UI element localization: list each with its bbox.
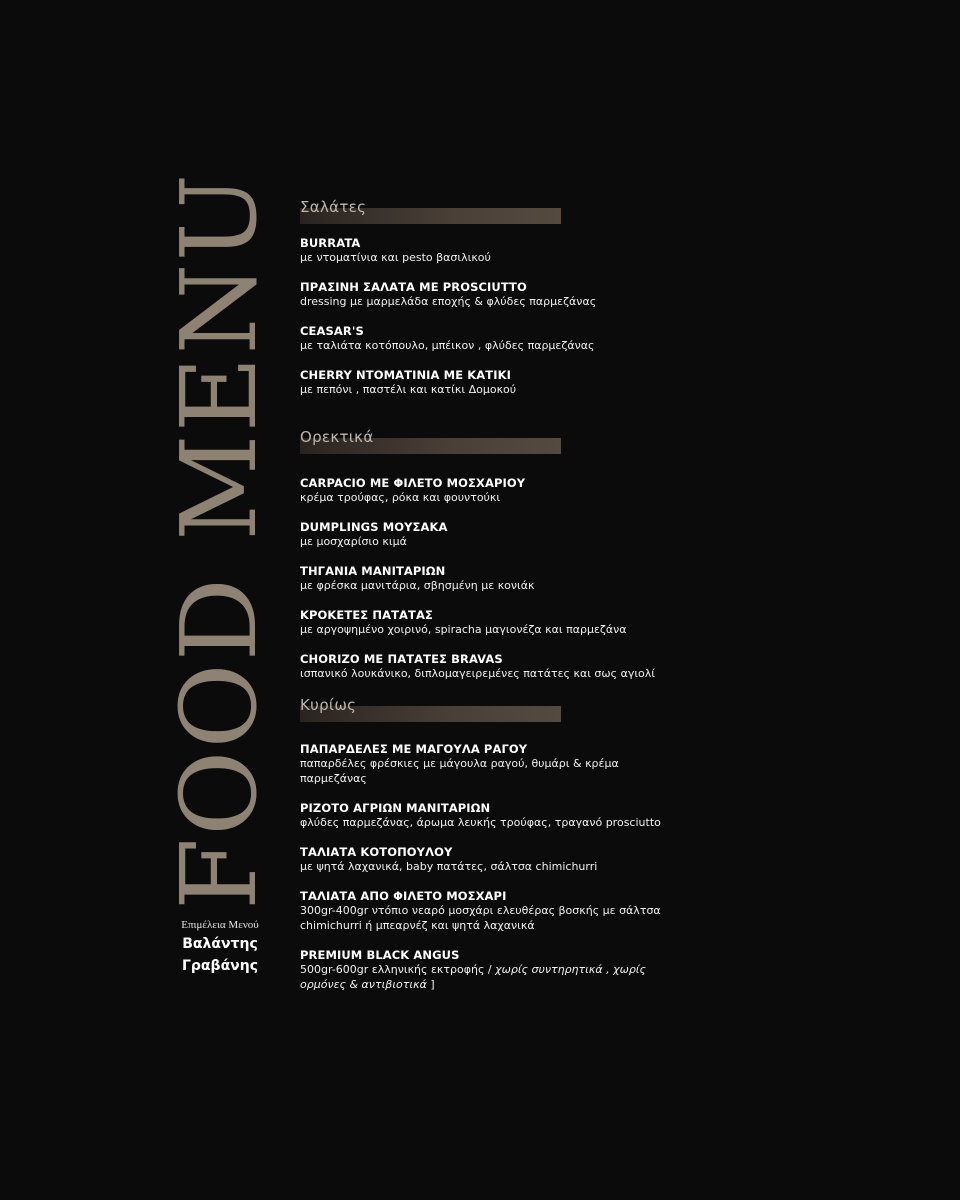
item-name: CHERRY ΝΤΟΜΑΤΙΝΙΑ ΜΕ ΚΑΤΙΚΙ bbox=[300, 368, 511, 382]
menu-item bbox=[300, 324, 680, 353]
item-description: με ντοματίνια και pesto βασιλικού bbox=[300, 251, 491, 264]
item-description: με πεπόνι , παστέλι και κατίκι Δομοκού bbox=[300, 383, 517, 396]
item-name: ΤΑΛΙΑΤΑ ΚΟΤΟΠΟΥΛΟΥ bbox=[300, 845, 453, 859]
item-name: PREMIUM BLACK ANGUS bbox=[300, 948, 460, 962]
item-description: παπαρδέλες φρέσκιες με μάγουλα ραγού, θυμάρι & κρέμα παρμεζάνας bbox=[300, 757, 619, 785]
menu-item bbox=[300, 801, 680, 830]
item-name: BURRATA bbox=[300, 236, 361, 250]
item-name: DUMPLINGS ΜΟΥΣΑΚΑ bbox=[300, 520, 448, 534]
curation-label: Επιμέλεια Μενού bbox=[181, 919, 259, 931]
section-title: Σαλάτες bbox=[300, 198, 367, 216]
curation-credit bbox=[150, 919, 290, 976]
menu-item bbox=[300, 236, 680, 265]
menu-item bbox=[300, 889, 680, 933]
item-description-tail: ] bbox=[426, 978, 435, 991]
item-name: ΤΗΓΑΝΙΑ ΜΑΝΙΤΑΡΙΩΝ bbox=[300, 564, 446, 578]
item-name: ΠΡΑΣΙΝΗ ΣΑΛΑΤΑ ΜΕ PROSCIUTTO bbox=[300, 280, 527, 294]
item-description bbox=[300, 962, 670, 992]
item-description: με αργοψημένο χοιρινό, spiracha μαγιονέζα και παρμεζάνα bbox=[300, 623, 627, 636]
item-description-text: 500gr-600gr ελληνικής εκτροφής / bbox=[300, 963, 496, 976]
menu-item bbox=[300, 280, 680, 309]
item-name: ΚΡΟΚΕΤΕΣ ΠΑΤΑΤΑΣ bbox=[300, 608, 433, 622]
page-title: FOOD MENU bbox=[158, 171, 280, 910]
item-name: ΤΑΛΙΑΤΑ ΑΠΟ ΦΙΛΕΤΟ ΜΟΣΧΑΡΙ bbox=[300, 889, 507, 903]
item-name: CARPACIO ΜΕ ΦΙΛΕΤΟ ΜΟΣΧΑΡΙΟΥ bbox=[300, 476, 526, 490]
item-description: ισπανικό λουκάνικο, διπλομαγειρεμένες πατάτες και σως αγιολί bbox=[300, 667, 656, 680]
menu-list bbox=[300, 198, 680, 1007]
section-title: Κυρίως bbox=[300, 696, 357, 714]
item-description: κρέμα τρούφας, ρόκα και φουντούκι bbox=[300, 491, 501, 504]
item-description: με μοσχαρίσιο κιμά bbox=[300, 535, 407, 548]
menu-item bbox=[300, 564, 680, 593]
item-description-italic: χωρίς συντηρητικά , χωρίς ορμόνες & αντιβιοτικά bbox=[300, 963, 646, 991]
menu-item bbox=[300, 608, 680, 637]
menu-item bbox=[300, 520, 680, 549]
section-header-mains bbox=[300, 696, 680, 722]
item-description: dressing με μαρμελάδα εποχής & φλύδες παρμεζάνας bbox=[300, 295, 597, 308]
item-name: ΠΑΠΑΡΔΕΛΕΣ ΜΕ ΜΑΓΟΥΛΑ ΡΑΓΟΥ bbox=[300, 742, 528, 756]
section-header-appetizers bbox=[300, 428, 680, 454]
item-description: φλύδες παρμεζάνας, άρωμα λευκής τρούφας, τραγανό prosciutto bbox=[300, 816, 661, 829]
menu-item bbox=[300, 742, 680, 786]
item-name: CHORIZO ΜΕ ΠΑΤΑΤΕΣ BRAVAS bbox=[300, 652, 503, 666]
curator-first-name: Βαλάντης bbox=[182, 936, 258, 952]
section-header-salads bbox=[300, 198, 680, 224]
menu-item bbox=[300, 476, 680, 505]
menu-item bbox=[300, 368, 680, 397]
item-description: με φρέσκα μανιτάρια, σβησμένη με κονιάκ bbox=[300, 579, 535, 592]
item-description: 300gr-400gr ντόπιο νεαρό μοσχάρι ελευθέρας βοσκής με σάλτσα chimichurri ή μπεαρνέζ και ψητά λαχανικά bbox=[300, 904, 661, 932]
item-description: με ψητά λαχανικά, baby πατάτες, σάλτσα chimichurri bbox=[300, 860, 598, 873]
curator-last-name: Γραβάνης bbox=[181, 958, 258, 974]
section-title: Ορεκτικά bbox=[300, 428, 374, 446]
menu-item bbox=[300, 948, 680, 992]
item-name: CEASAR'S bbox=[300, 324, 364, 338]
menu-item bbox=[300, 845, 680, 874]
item-description: με ταλιάτα κοτόπουλο, μπέικον , φλύδες παρμεζάνας bbox=[300, 339, 595, 352]
item-name: ΡΙΖΟΤΟ ΑΓΡΙΩΝ ΜΑΝΙΤΑΡΙΩΝ bbox=[300, 801, 491, 815]
menu-item bbox=[300, 652, 680, 681]
